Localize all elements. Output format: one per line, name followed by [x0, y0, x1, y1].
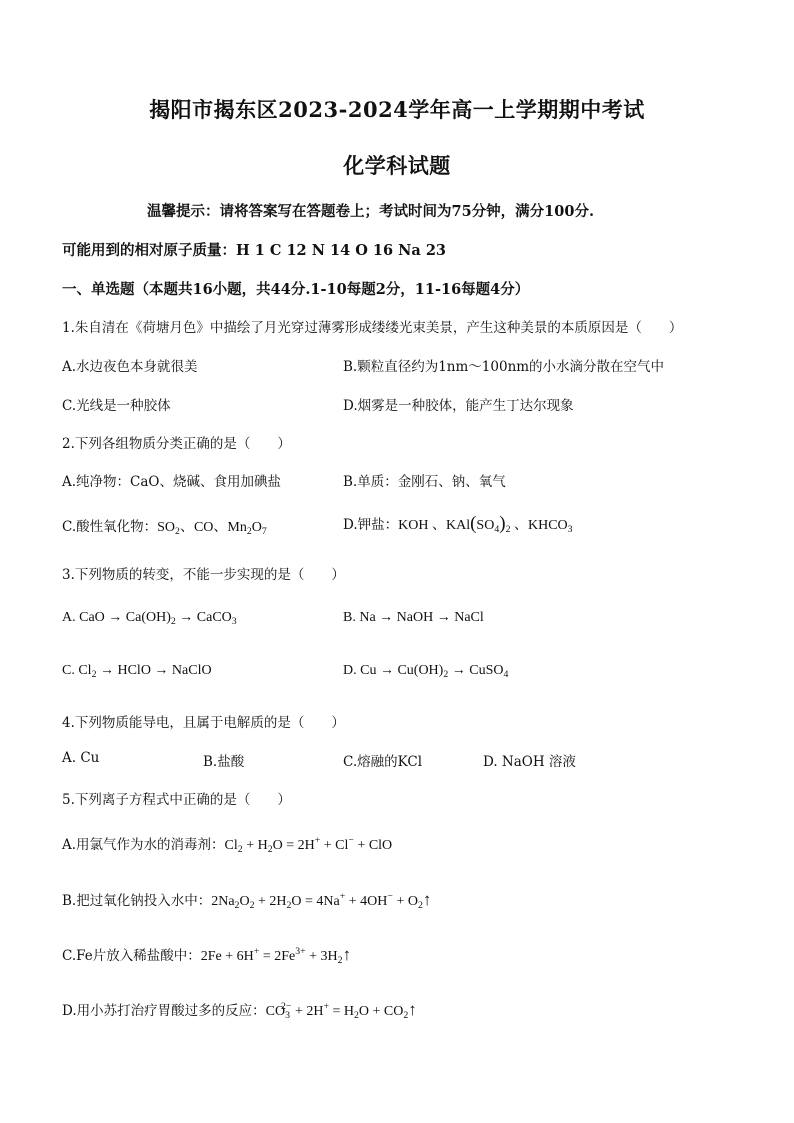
- question-5-option-c-equation: $2Fe + 6H^+ = 2Fe^{3+}$ + $3H_2↑$: [200, 945, 352, 966]
- question-1-stem: 1.朱自清在《荷塘月色》中描绘了月光穿过薄雾形成缕缕光束美景，产生这种美景的本质原因是（ ）: [62, 320, 683, 336]
- question-5-option-c-label: C.Fe片放入稀盐酸中：: [62, 948, 201, 964]
- page-title: 揭阳市揭东区2023-2024学年高一上学期期中考试: [149, 97, 645, 122]
- question-2-option-d: [343, 513, 573, 535]
- question-5-option-a-equation: $Cl_2 + H_2O = 2H^+ + Cl^-$ + ClO: [224, 835, 393, 855]
- question-5-option-c: [62, 944, 351, 965]
- atomic-mass-line: 可能用到的相对原子质量：H 1 C 12 N 14 O 16 Na 23: [62, 242, 447, 259]
- question-5-stem: 5.下列离子方程式中正确的是（ ）: [62, 792, 291, 808]
- question-5-option-d-equation: $CO_3^{2-} + 2H^+ = H_2O$ + $CO_2↑$: [265, 1000, 417, 1021]
- section-heading: 一、单选题（本题共16小题，共44分.1-10每题2分，11-16每题4分）: [62, 281, 530, 298]
- question-2-option-c-formula: $SO_2$、CO、$Mn_2O_7$: [157, 520, 267, 537]
- question-2-option-b: B.单质：金刚石、钠、氧气: [343, 474, 506, 490]
- question-4-option-d: D. NaOH 溶液: [483, 754, 576, 770]
- question-1-option-b: B.颗粒直径约为1nm～100nm的小水滴分散在空气中: [343, 359, 665, 375]
- question-2-option-a: A.纯净物：CaO、烧碱、食用加碘盐: [62, 474, 281, 490]
- question-2-option-c: [62, 515, 267, 536]
- question-4-option-a: A. Cu: [62, 750, 100, 766]
- question-5-option-b-label: B.把过氧化钠投入水中：: [62, 893, 212, 909]
- exam-tip: 温馨提示：请将答案写在答题卷上；考试时间为75分钟，满分100分.: [147, 203, 594, 220]
- question-4-stem: 4.下列物质能导电，且属于电解质的是（ ）: [62, 715, 345, 731]
- question-2-stem: 2.下列各组物质分类正确的是（ ）: [62, 436, 291, 452]
- question-5-option-a: [62, 833, 392, 854]
- question-5-option-b: [62, 889, 431, 910]
- question-5-option-a-label: A.用氯气作为水的消毒剂：: [62, 837, 225, 853]
- question-3-option-c: C. $Cl_2$ → HClO → NaClO: [62, 663, 212, 680]
- question-3-stem: 3.下列物质的转变，不能一步实现的是（ ）: [62, 567, 345, 583]
- question-2-option-d-formula: KOH 、$KAl(SO_4)_2$ 、$KHCO_3$: [398, 513, 573, 535]
- question-4-option-c: C.熔融的KCl: [343, 754, 423, 770]
- question-5-option-d: [62, 999, 417, 1020]
- question-5-option-b-equation: $2Na_2O_2 + 2H_2O = 4Na^+ + 4OH^-$ + $O_2↑$: [211, 890, 432, 911]
- question-1-option-d: D.烟雾是一种胶体，能产生丁达尔现象: [343, 398, 574, 414]
- question-3-option-a: A. CaO → $Ca(OH)_2$ → CaCO$_3$: [62, 610, 237, 627]
- question-5-option-d-label: D.用小苏打治疗胃酸过多的反应：: [62, 1003, 266, 1019]
- question-2-option-d-label: D.钾盐：: [343, 517, 399, 533]
- question-3-option-b: B. Na → NaOH → NaCl: [343, 610, 484, 625]
- question-1-option-c: C.光线是一种胶体: [62, 398, 171, 414]
- question-3-option-d: D. $Cu \to Cu(OH)_2$ → CuSO$_4$: [343, 663, 509, 680]
- question-1-option-a: A.水边夜色本身就很美: [62, 359, 198, 375]
- page-subtitle: 化学科试题: [343, 153, 451, 178]
- question-2-option-c-label: C.酸性氧化物：: [62, 519, 158, 535]
- question-4-option-b: B.盐酸: [203, 754, 245, 770]
